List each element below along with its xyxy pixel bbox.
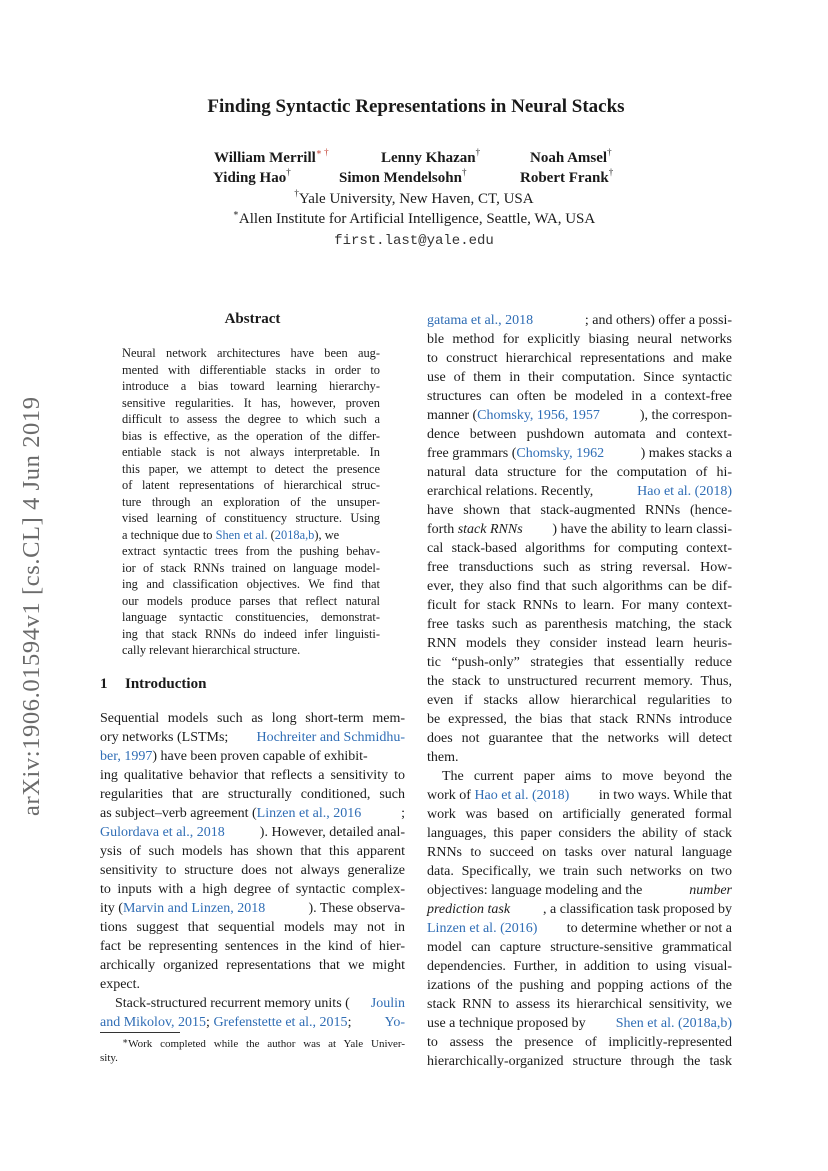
author-email: first.last@yale.edu [334, 233, 494, 249]
citation-link[interactable]: Marvin and Linzen, 2018 [122, 901, 266, 916]
left-column-text: Sequential models such as long short-term mem- ory networks (LSTMs; Hochreiter and Schmidhu- ber, 1997) have been proven capable of exhibit- ing qualitative behavior that reflects a sensitivity to regularities that are structurally conditioned, such as subject–verb agreement (Linzen et al., 2016 ; Gulordava et al., 2018 ). However, detailed anal- ysis of such models has shown that this apparent sensitivity to structure does not always generalize to inputs with a high degree of syntactic complex- ity (Marvin and Linzen, 2018 ). These observa- tions suggest that sequential models may not in fact be representing sentences in the kind of hier- archically organized representations that we might expect. Stack-structured recurrent memory units ( Joulin and Mikolov, 2015; Grefenstette et al., 2015; Yo- [100, 711, 405, 1030]
author-name: Robert Frank† [520, 167, 614, 186]
affiliation-ai2: ∗Allen Institute for Artificial Intelligence, Seattle, WA, USA [232, 208, 596, 227]
abstract-heading: Abstract [224, 311, 281, 327]
author-row [0, 167, 828, 190]
author-name: Yiding Hao† [213, 167, 291, 186]
section-heading-introduction: 1 Introduction [100, 676, 207, 692]
citation-link[interactable]: gatama et al., 2018 [427, 313, 534, 328]
citation-link[interactable]: Shen et al. [215, 527, 268, 542]
citation-link[interactable]: Joulin [370, 996, 405, 1011]
citation-link[interactable]: Shen et al. (2018a,b) [615, 1016, 732, 1031]
arxiv-identifier: arXiv:1906.01594v1 [cs.CL] 4 Jun 2019 [18, 396, 45, 816]
citation-link[interactable]: Yo- [384, 1015, 405, 1030]
citation-link[interactable]: Linzen et al., 2016 [256, 806, 362, 821]
footnote-rule [100, 1032, 180, 1033]
right-column-text: gatama et al., 2018 ; and others) offer a possi- ble method for explicitly biasing neural networks to construct hierarchical representations and make use of them in their computation. Since syntactic structures can often be modeled in a context-free manner (Chomsky, 1956, 1957 ), the correspon- dence between pushdown automata and context- free grammars (Chomsky, 1962 ) makes stacks a natural data structure for the computation of hi- erarchical relations. Recently, Hao et al. (2018) have shown that stack-augmented RNNs (hence- forth stack RNNs ) have the ability to learn classi- cal stack-based algorithms for computing context- free transductions such as string reversal. How- ever, they also find that such algorithms can be dif- ficult for stack RNNs to learn. For many context- free tasks such as parenthesis matching, the stack RNN models they consider instead learn heuris- tic “push-only” strategies that essentially reduce the stack to unstructured recurrent memory. Thus, even if stacks allow hierarchical regularities to be expressed, the bias that stack RNNs introduce does not guarantee that the networks will detect them. The current paper aims to move beyond the work of Hao et al. (2018) in two ways. While that work was based on artificially generated formal languages, this paper considers the ability of stack RNNs to succeed on tasks over natural language data. Specifically, we train such networks on two objectives: language modeling and the number prediction task , a classification task proposed by Linzen et al. (2016) to determine whether or not a model can capture structure-sensitive grammatical dependencies. Further, in addition to using visual- izations of the pushing and popping actions of the stack RNN to assess its hierarchical sensitivity, we use a technique proposed by Shen et al. (2018a,b) to assess the presence of implicitly-represented hierarchically-organized structure through the task [427, 313, 732, 1069]
citation-link[interactable]: Linzen et al. (2016) [427, 921, 538, 936]
citation-link[interactable]: Hochreiter and Schmidhu- [256, 730, 405, 745]
citation-link[interactable]: Chomsky, 1962 [516, 446, 605, 461]
citation-link[interactable]: Gulordava et al., 2018 [100, 825, 225, 840]
author-list [0, 147, 828, 190]
author-name: Simon Mendelsohn† [339, 167, 467, 186]
author-name: Lenny Khazan† [381, 147, 481, 166]
citation-link[interactable]: Hao et al. (2018) [637, 484, 732, 499]
paper-title: Finding Syntactic Representations in Neural Stacks [207, 96, 625, 117]
affiliation-yale: †Yale University, New Haven, CT, USA [294, 188, 534, 207]
author-name: Noah Amsel† [530, 147, 612, 166]
citation-link[interactable]: 2018a,b [274, 527, 315, 542]
citation-link[interactable]: Grefenstette et al., 2015 [213, 1015, 348, 1030]
citation-link[interactable]: ber, 1997 [100, 749, 153, 764]
citation-link[interactable]: Hao et al. (2018) [474, 788, 570, 803]
author-name: William Merrill∗ † [214, 147, 329, 166]
author-row [0, 147, 828, 170]
footnote: ∗Work completed while the author was at Yale Univer- sity. [100, 1036, 405, 1064]
citation-link[interactable]: and Mikolov, 2015 [100, 1015, 207, 1030]
abstract-body: Neural network architectures have been aug- mented with differentiable stacks in order to introduce a bias toward learning hierarchy- sensitive regularities. It has, however, proven difficult to assess the degree to which such a bias is effective, as the operation of the differ- entiable stack is not always interpretable. In this paper, we attempt to detect the presence of latent representations of hierarchical struc- ture through an exploration of the unsuper- vised learning of constituency structure. Using a technique due to Shen et al. (2018a,b), we extract syntactic trees from the pushing behav- ior of stack RNNs trained on language model- ing and classification objectives. We find that our models produce parses that reflect natural language syntactic constituencies, demonstrat- ing that stack RNNs do indeed infer linguisti- cally relevant hierarchical structure. [122, 346, 380, 657]
citation-link[interactable]: Chomsky, 1956, 1957 [477, 408, 600, 423]
